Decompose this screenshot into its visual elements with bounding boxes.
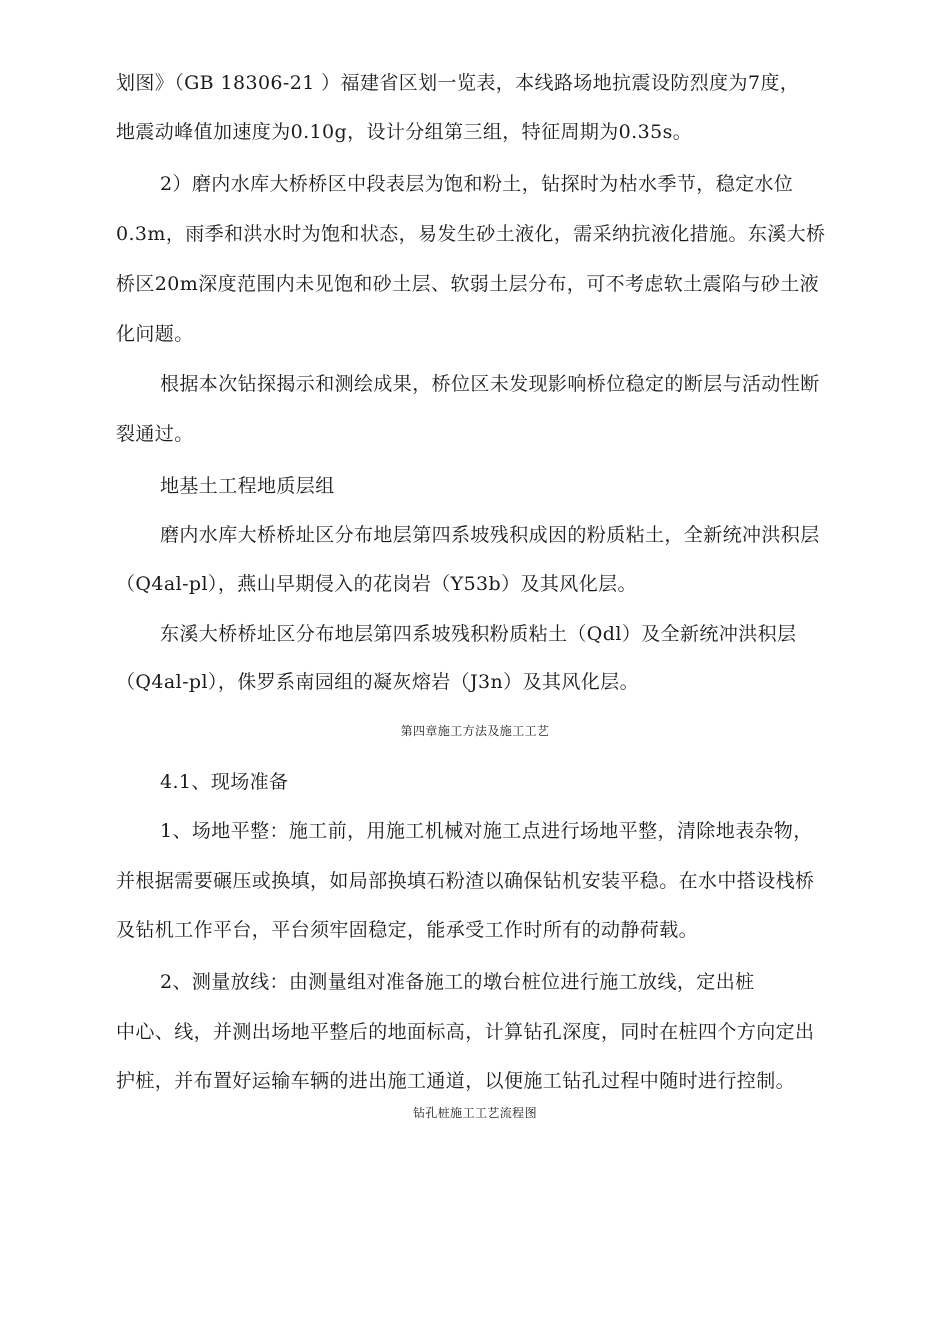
paragraph-seismic-line-1: 划图》（GB 18306-21 ）福建省区划一览表，本线路场地抗震设防烈度为7度， [116, 72, 800, 94]
section-title: 4.1、现场准备 [160, 771, 289, 793]
paragraph-survey-line-3: 护桩，并布置好运输车辆的进出施工通道，以便施工钻孔过程中随时进行控制。 [116, 1070, 796, 1092]
paragraph-monei-strata-line-1: 磨内水库大桥桥址区分布地层第四系坡残积成因的粉质粘土，全新统冲洪积层 [160, 524, 820, 546]
paragraph-seismic-line-2: 地震动峰值加速度为0.10g，设计分组第三组，特征周期为0.35s。 [116, 121, 693, 143]
paragraph-liquefaction-line-3: 桥区20m深度范围内未见饱和砂土层、软弱土层分布，可不考虑软土震陷与砂土液 [116, 273, 819, 295]
paragraph-dongxi-strata-line-2: （Q4al-pl），侏罗系南园组的凝灰熔岩（J3n）及其风化层。 [116, 671, 639, 693]
paragraph-fault-line-1: 根据本次钻探揭示和测绘成果，桥位区未发现影响桥位稳定的断层与活动性断 [160, 373, 820, 395]
paragraph-survey-line-1: 2、测量放线：由测量组对准备施工的墩台桩位进行施工放线，定出桩 [160, 971, 755, 993]
chapter-title: 第四章施工方法及施工工艺 [400, 724, 550, 738]
subheading-soil-layers: 地基土工程地质层组 [160, 475, 335, 497]
paragraph-site-leveling-line-3: 及钻机工作平台，平台须牢固稳定，能承受工作时所有的动静荷载。 [116, 919, 699, 941]
paragraph-site-leveling-line-2: 并根据需要碾压或换填，如局部换填石粉渣以确保钻机安装平稳。在水中搭设栈桥 [116, 870, 815, 892]
paragraph-fault-line-2: 裂通过。 [116, 423, 194, 445]
paragraph-survey-line-2: 中心、线，并测出场地平整后的地面标高，计算钻孔深度，同时在桩四个方向定出 [116, 1021, 815, 1043]
paragraph-dongxi-strata-line-1: 东溪大桥桥址区分布地层第四系坡残积粉质粘土（Qdl）及全新统冲洪积层 [160, 623, 797, 645]
paragraph-site-leveling-line-1: 1、场地平整：施工前，用施工机械对施工点进行场地平整，清除地表杂物， [160, 820, 813, 842]
figure-caption: 钻孔桩施工工艺流程图 [412, 1106, 537, 1120]
paragraph-liquefaction-line-4: 化问题。 [116, 323, 194, 345]
paragraph-liquefaction-line-2: 0.3m，雨季和洪水时为饱和状态，易发生砂土液化，需采纳抗液化措施。东溪大桥 [116, 223, 826, 245]
paragraph-monei-strata-line-2: （Q4al-pl），燕山早期侵入的花岗岩（Y53b）及其风化层。 [116, 573, 637, 595]
paragraph-liquefaction-line-1: 2）磨内水库大桥桥区中段表层为饱和粉土，钻探时为枯水季节，稳定水位 [160, 173, 794, 195]
